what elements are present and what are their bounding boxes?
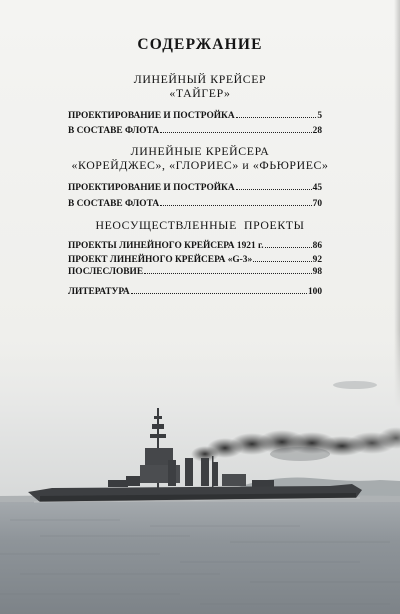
entry-page-number: 98: [312, 267, 322, 277]
entry-label: ПОСЛЕСЛОВИЕ: [68, 267, 144, 277]
entry-page-number: 92: [312, 255, 322, 265]
toc-entry[interactable]: [68, 124, 322, 136]
section-2-heading-line-1: ЛИНЕЙНЫЕ КРЕЙСЕРА: [130, 144, 270, 158]
entry-label: ЛИТЕРАТУРА: [68, 287, 130, 297]
entry-label: В СОСТАВЕ ФЛОТА: [68, 199, 160, 209]
section-1-heading-line-1: ЛИНЕЙНЫЙ КРЕЙСЕР: [133, 72, 267, 86]
toc-entry[interactable]: [68, 181, 322, 193]
entry-label: ПРОЕКТЫ ЛИНЕЙНОГО КРЕЙСЕРА 1921 г.: [68, 241, 264, 251]
toc-title: СОДЕРЖАНИЕ: [137, 36, 263, 53]
toc-entry[interactable]: [68, 109, 322, 121]
toc-entry[interactable]: [68, 265, 322, 277]
entry-page-number: 70: [312, 199, 322, 209]
sky: [0, 330, 400, 505]
entry-label: В СОСТАВЕ ФЛОТА: [68, 126, 160, 136]
section-1-heading-line-2: «ТАЙГЕР»: [169, 86, 231, 100]
entry-page-number: 5: [317, 111, 322, 121]
section-2-heading-line-2: «КОРЕЙДЖЕС», «ГЛОРИЕС» и «ФЬЮРИЕС»: [71, 158, 329, 172]
entry-page-number: 100: [307, 287, 322, 297]
toc-entry-literature[interactable]: [68, 285, 322, 297]
entry-page-number: 86: [312, 241, 322, 251]
entry-label: ПРОЕКТИРОВАНИЕ И ПОСТРОЙКА: [68, 111, 235, 121]
leader-dots: [131, 285, 307, 294]
leader-dots: [236, 181, 312, 190]
toc-entry[interactable]: [68, 239, 322, 251]
entry-label: ПРОЕКТИРОВАНИЕ И ПОСТРОЙКА: [68, 183, 235, 193]
leader-dots: [160, 124, 311, 133]
section-3-heading: НЕОСУЩЕСТВЛЕННЫЕ ПРОЕКТЫ: [95, 218, 305, 232]
sea: [0, 502, 400, 614]
battlecruiser-photo: [0, 330, 400, 614]
entry-label: ПРОЕКТ ЛИНЕЙНОГО КРЕЙСЕРА «G-3»: [68, 255, 253, 265]
entry-page-number: 28: [312, 126, 322, 136]
leader-dots: [265, 239, 312, 248]
entry-page-number: 45: [312, 183, 322, 193]
leader-dots: [144, 265, 312, 274]
toc-entry[interactable]: [68, 197, 322, 209]
leader-dots: [160, 197, 311, 206]
toc-entry[interactable]: [68, 253, 322, 265]
leader-dots: [253, 253, 311, 262]
cloud: [333, 381, 377, 389]
leader-dots: [236, 109, 317, 118]
